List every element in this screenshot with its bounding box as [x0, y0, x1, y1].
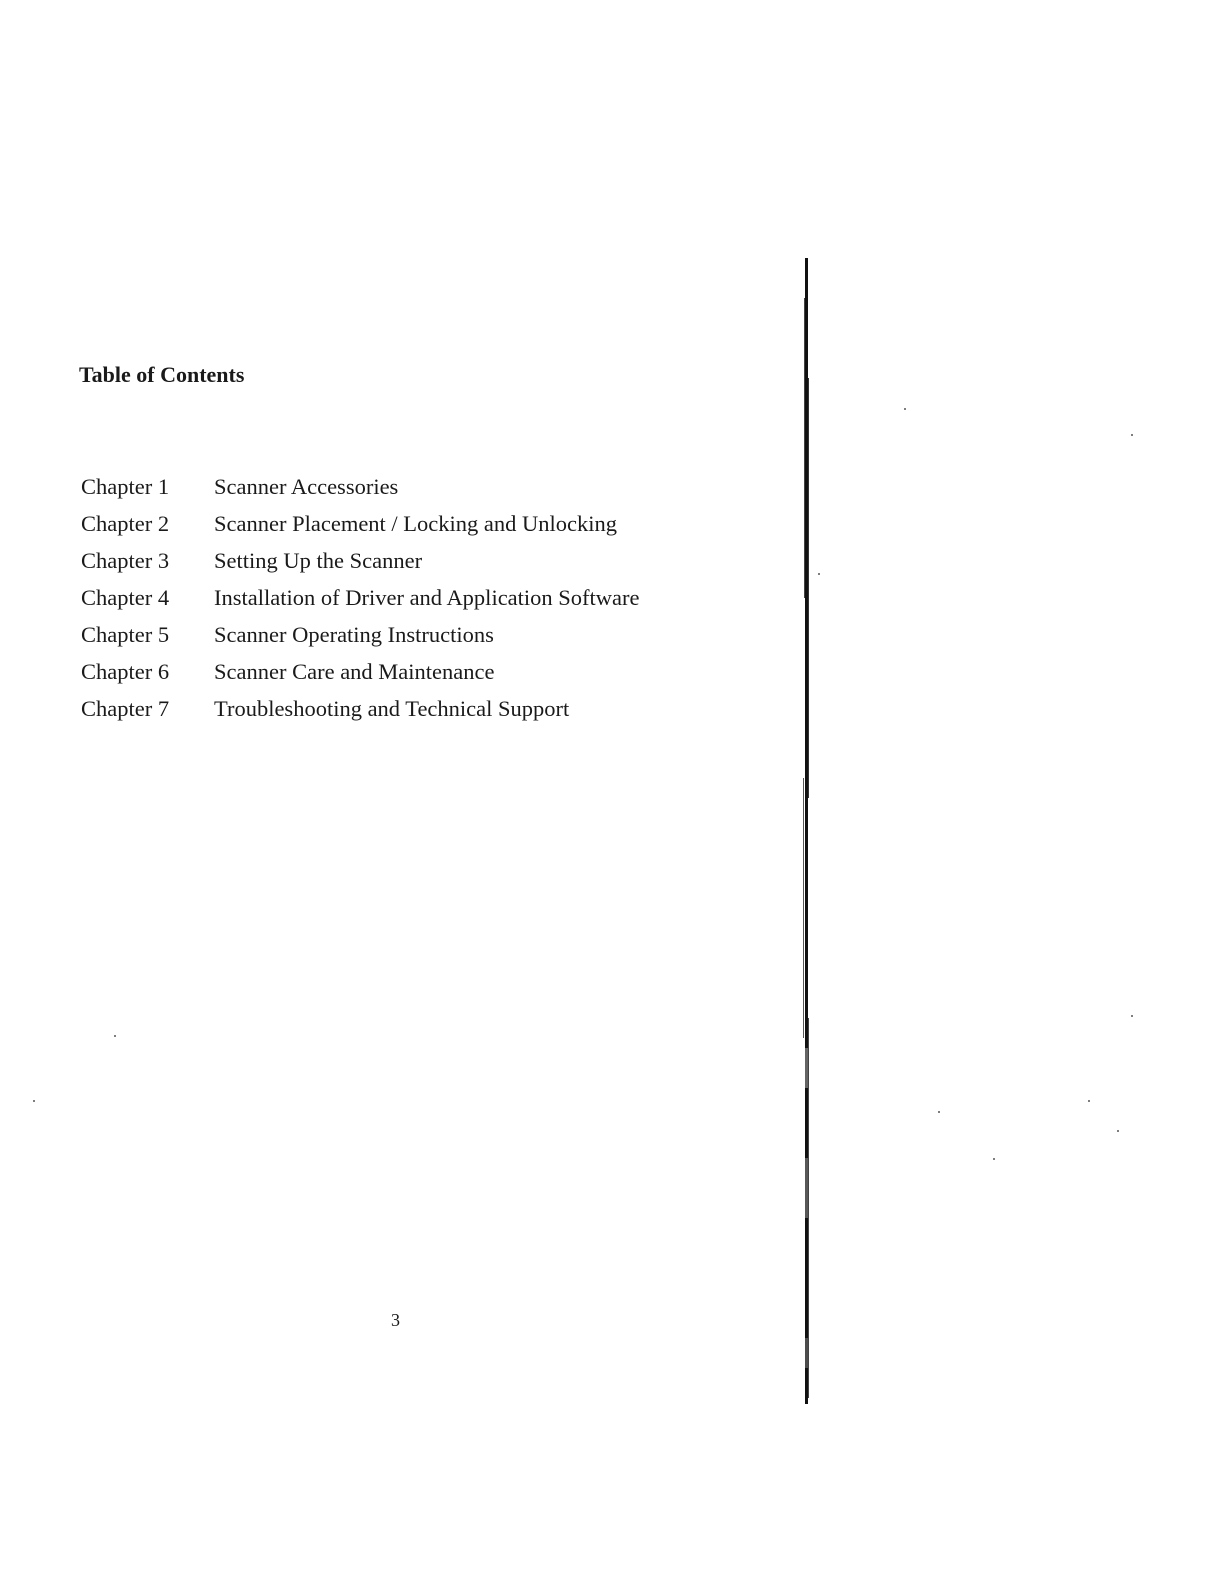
scan-speck [1117, 1130, 1119, 1132]
toc-chapter-title: Scanner Operating Instructions [214, 621, 494, 647]
toc-entry [81, 616, 640, 653]
toc-chapter-title: Scanner Care and Maintenance [214, 658, 495, 684]
toc-chapter-title: Troubleshooting and Technical Support [214, 695, 570, 721]
scan-edge-line [803, 258, 810, 1404]
toc-chapter-number: Chapter 7 [81, 695, 170, 721]
toc-entry [81, 505, 640, 542]
toc-chapter-number: Chapter 1 [81, 473, 170, 499]
toc-entry [81, 653, 640, 690]
scan-speck [993, 1158, 995, 1160]
toc-chapter-number: Chapter 4 [81, 584, 170, 610]
toc-list [81, 468, 640, 727]
toc-chapter-title: Scanner Accessories [214, 473, 399, 499]
scan-speck [904, 408, 906, 410]
scan-speck [938, 1111, 940, 1113]
toc-entry [81, 468, 640, 505]
toc-chapter-title: Installation of Driver and Application Software [214, 584, 640, 610]
toc-chapter-title: Setting Up the Scanner [214, 547, 423, 573]
toc-heading: Table of Contents [79, 362, 245, 387]
scan-speck [1131, 1015, 1133, 1017]
toc-entry [81, 690, 640, 727]
scan-speck [1088, 1100, 1090, 1102]
toc-entry [81, 542, 640, 579]
scan-speck [818, 573, 820, 575]
scan-speck [114, 1035, 116, 1037]
scan-speck [33, 1100, 35, 1102]
toc-chapter-number: Chapter 3 [81, 547, 170, 573]
page-number: 3 [391, 1310, 400, 1330]
toc-chapter-number: Chapter 5 [81, 621, 170, 647]
toc-chapter-number: Chapter 2 [81, 510, 170, 536]
toc-entry [81, 579, 640, 616]
toc-chapter-number: Chapter 6 [81, 658, 170, 684]
toc-chapter-title: Scanner Placement / Locking and Unlocking [214, 510, 618, 536]
scan-speck [1131, 434, 1133, 436]
